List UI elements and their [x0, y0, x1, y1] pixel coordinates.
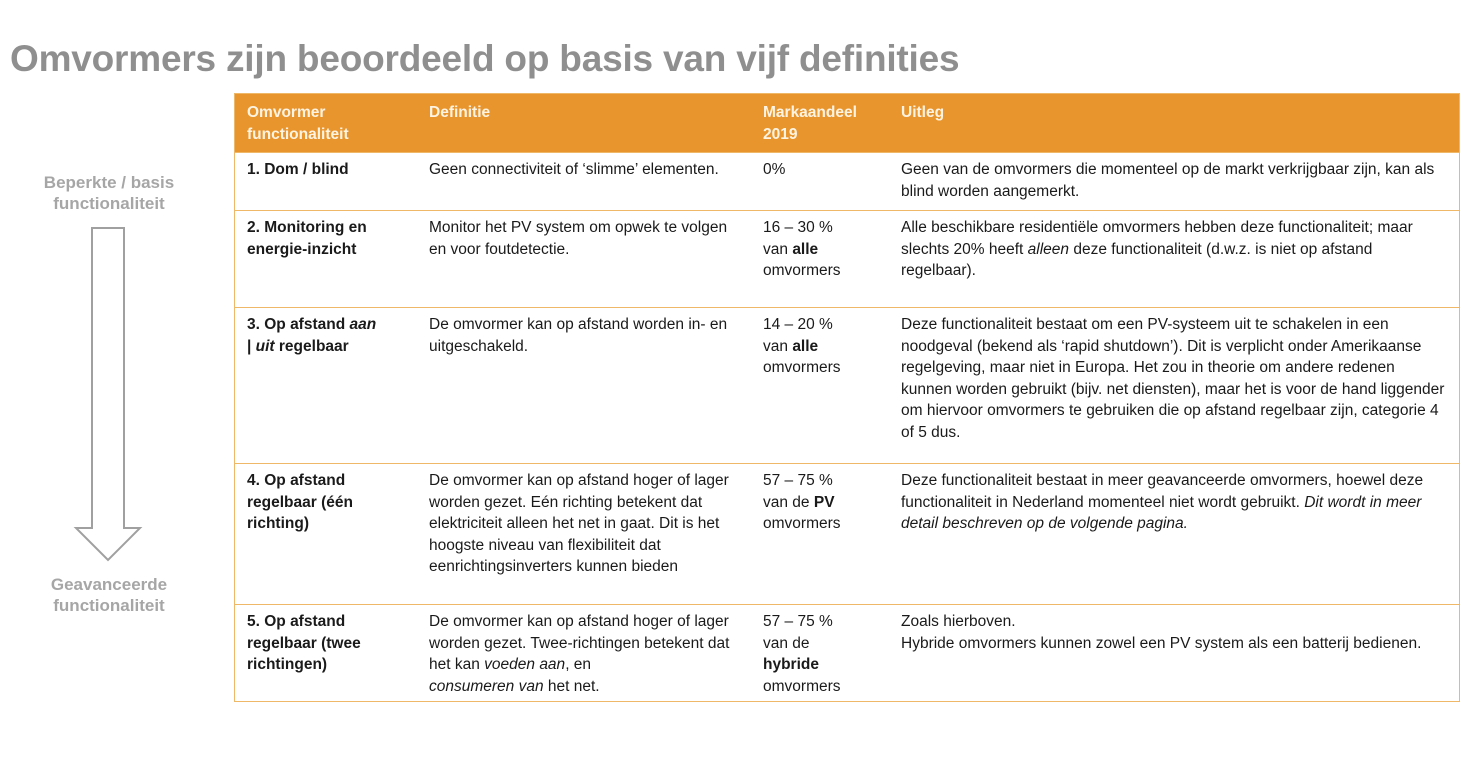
cell-text: Deze functionaliteit bestaat in meer geavanceerde omvormers, hoewel deze functionaliteit in Nederland momenteel niet wordt gebruikt.	[901, 472, 1424, 511]
header-market-share-line1: Markaandeel	[763, 104, 857, 121]
header-market-share-line2: 2019	[763, 125, 798, 143]
cell-text: van de	[763, 493, 814, 511]
cell-text-bold: alle	[792, 337, 819, 355]
cell-functionality	[235, 605, 418, 702]
cell-definition	[417, 464, 751, 605]
cell-text: omvormers	[763, 677, 841, 695]
cell-market-share	[751, 605, 889, 702]
cell-explanation	[889, 211, 1460, 308]
cell-explanation	[889, 308, 1460, 464]
cell-text: Deze functionaliteit bestaat om een PV-systeem uit te schakelen in een noodgeval (bekend als ‘rapid shutdown’). Dit is verplicht onder Amerikaanse regelgeving, maar niet in Europa. Het zou in theorie om andere redenen kunnen worden gebruikt (bijv. net diensten), maar het is voor de hand liggender om hiervoor omvormers te gebruiken die op afstand regelbaar zijn, categorie 4 of 5 dus.	[901, 316, 1445, 441]
header-functionality-line2: functionaliteit	[247, 125, 349, 143]
cell-text: 16 – 30 %	[763, 219, 833, 236]
header-definition: Definitie	[417, 94, 751, 153]
cell-text: Geen van de omvormers die momenteel op de markt verkrijgbaar zijn, kan als blind worden aangemerkt.	[901, 161, 1435, 200]
cell-text: Zoals hierboven.	[901, 613, 1016, 630]
cell-text: omvormers	[763, 515, 841, 532]
cell-text-italic: alleen	[1027, 240, 1070, 258]
cell-market-share	[751, 211, 889, 308]
cell-text-bold: hybride	[763, 656, 819, 673]
table-row	[235, 605, 1460, 702]
cell-text: 57 – 75 %	[763, 613, 833, 630]
cell-text: , en	[565, 656, 592, 673]
cell-text: 5. Op afstand regelbaar (twee richtingen)	[247, 613, 361, 673]
cell-market-share	[751, 464, 889, 605]
scale-label-basic-line2: functionaliteit	[53, 194, 165, 213]
cell-text: van de	[763, 634, 810, 652]
scale-label-advanced-line1: Geavanceerde	[50, 575, 168, 594]
arrow-down-outline-icon	[72, 226, 144, 566]
cell-text: 1. Dom / blind	[247, 161, 349, 178]
cell-text-italic: voeden aan	[484, 656, 566, 673]
cell-functionality	[235, 464, 418, 605]
cell-explanation	[889, 153, 1460, 211]
cell-functionality	[235, 153, 418, 211]
cell-text: 57 – 75 %	[763, 472, 833, 489]
page-title: Omvormers zijn beoordeeld op basis van vijf definities	[10, 38, 960, 79]
cell-text-italic: Dit wordt in meer detail beschreven op de volgende pagina.	[901, 493, 1422, 532]
cell-explanation	[889, 464, 1460, 605]
cell-text-italic: uit	[255, 337, 275, 355]
cell-text: 3. Op afstand	[247, 316, 350, 333]
cell-functionality	[235, 308, 418, 464]
cell-functionality	[235, 211, 418, 308]
cell-text: 4. Op afstand regelbaar (één richting)	[247, 472, 353, 532]
cell-text: Geen connectiviteit of ‘slimme’ elementen.	[429, 161, 719, 178]
cell-definition	[417, 211, 751, 308]
cell-text-italic: aan	[349, 316, 377, 333]
scale-label-advanced-line2: functionaliteit	[53, 596, 165, 615]
cell-text: van	[763, 240, 793, 258]
table-row	[235, 464, 1460, 605]
cell-text: De omvormer kan op afstand hoger of lager worden gezet. Twee-richtingen betekent dat het kan	[429, 613, 730, 673]
table-row	[235, 211, 1460, 308]
header-functionality-line1: Omvormer	[247, 104, 326, 121]
cell-text: regelbaar	[274, 337, 349, 355]
table-row	[235, 153, 1460, 211]
table-header-row	[235, 94, 1460, 153]
scale-label-advanced	[14, 574, 204, 616]
cell-market-share	[751, 308, 889, 464]
header-functionality	[235, 94, 418, 153]
cell-text: het net.	[543, 677, 600, 695]
scale-label-basic	[14, 172, 204, 214]
cell-text-bold: alle	[792, 240, 819, 258]
table-row	[235, 308, 1460, 464]
cell-definition	[417, 605, 751, 702]
cell-text: omvormers	[763, 359, 841, 376]
cell-text: Hybride omvormers kunnen zowel een PV system als een batterij bedienen.	[901, 634, 1422, 652]
cell-text: 0%	[763, 161, 786, 178]
cell-text: De omvormer kan op afstand worden in- en uitgeschakeld.	[429, 316, 728, 355]
cell-text: 14 – 20 %	[763, 316, 833, 333]
scale-label-basic-line1: Beperkte / basis	[43, 173, 175, 192]
cell-text: deze functionaliteit (d.w.z. is niet op afstand regelbaar).	[901, 240, 1373, 279]
cell-text: omvormers	[763, 262, 841, 279]
cell-text: 2. Monitoring en energie-inzicht	[247, 219, 367, 258]
cell-definition	[417, 153, 751, 211]
cell-market-share	[751, 153, 889, 211]
cell-text: Monitor het PV system om opwek te volgen en voor foutdetectie.	[429, 219, 728, 258]
cell-text: Alle beschikbare residentiële omvormers hebben deze functionaliteit; maar slechts 20% heeft	[901, 219, 1413, 258]
header-market-share	[751, 94, 889, 153]
cell-text: De omvormer kan op afstand hoger of lager worden gezet. Eén richting betekent dat elektriciteit alleen het net in gaat. Dit is het hoogste niveau van flexibiliteit dat eenrichtingsinverters kunnen bieden	[429, 472, 729, 575]
cell-definition	[417, 308, 751, 464]
header-explanation: Uitleg	[889, 94, 1460, 153]
cell-explanation	[889, 605, 1460, 702]
cell-text-bold: PV	[813, 493, 835, 511]
inverter-definitions-table	[234, 93, 1460, 702]
cell-text: |	[247, 337, 256, 355]
cell-text-italic: consumeren van	[429, 677, 544, 695]
cell-text: van	[763, 337, 793, 355]
